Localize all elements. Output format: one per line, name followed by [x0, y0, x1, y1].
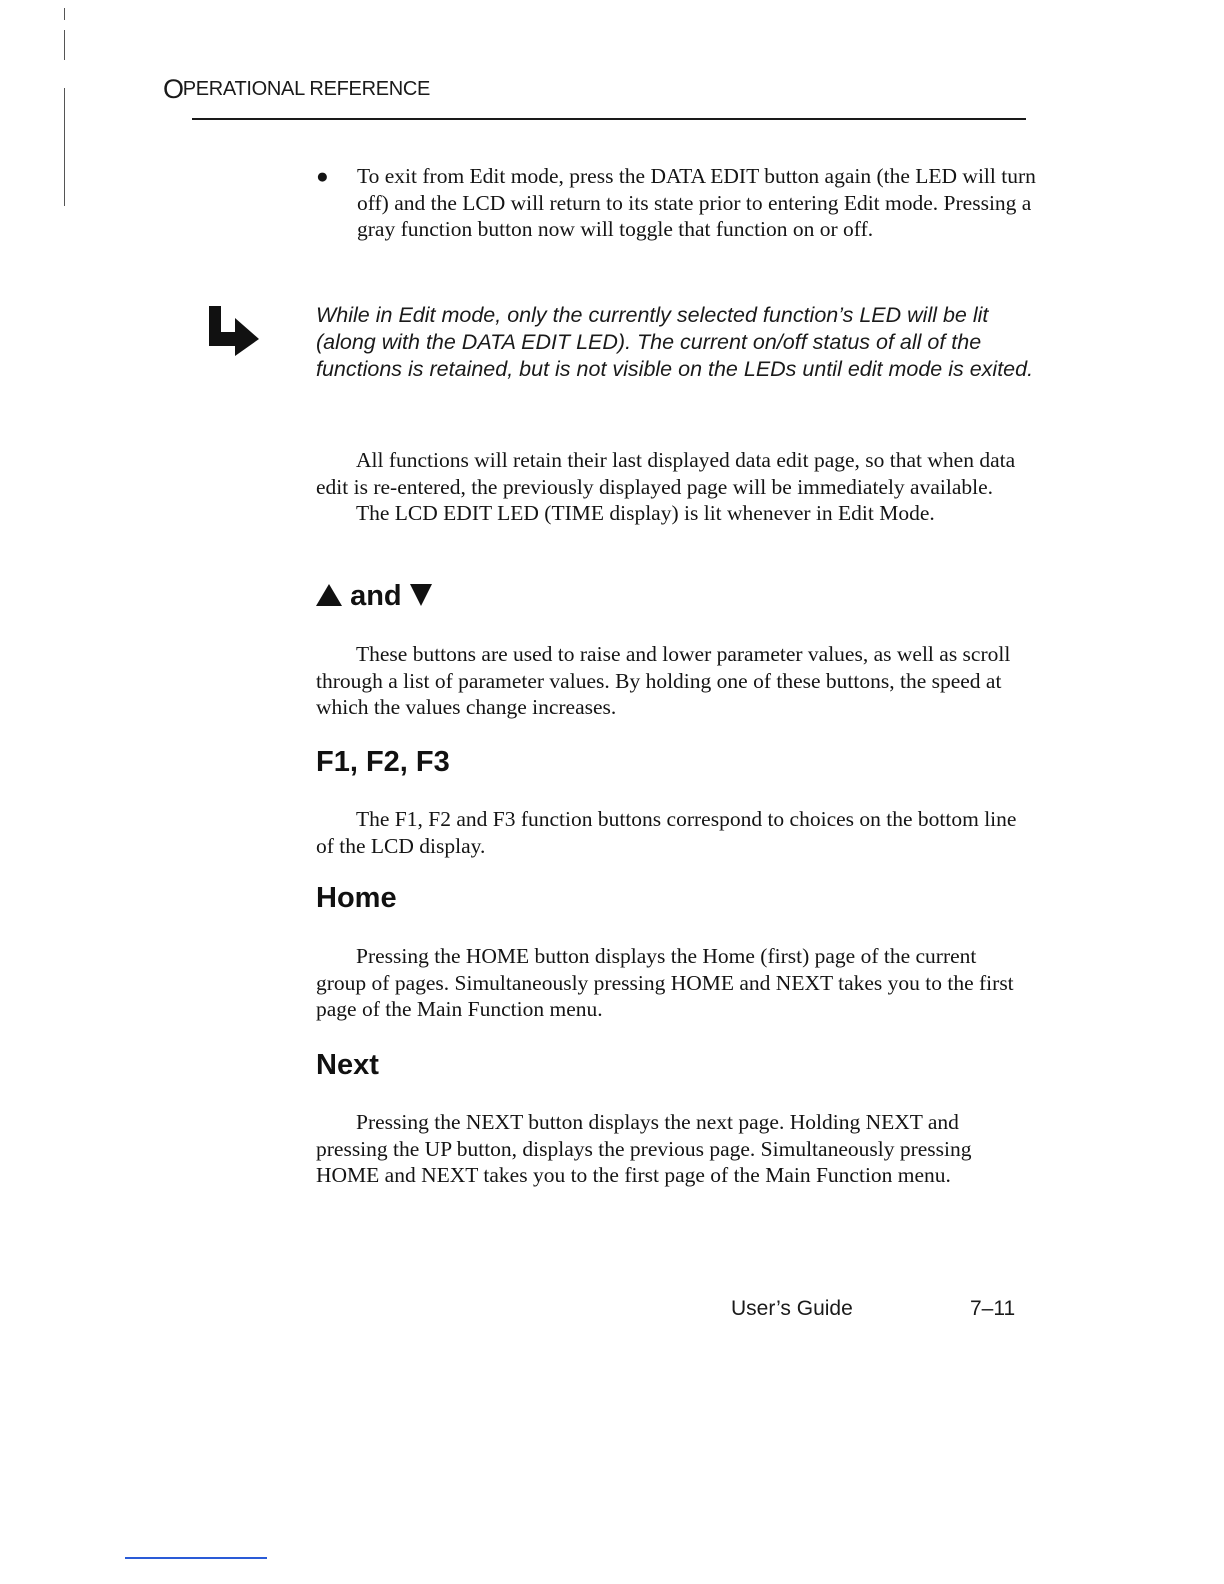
home-body — [316, 943, 1026, 1023]
header-rule — [192, 118, 1026, 120]
heading-home: Home — [316, 882, 397, 914]
f-buttons-body — [316, 806, 1026, 859]
footer-page-number: 7–11 — [970, 1297, 1016, 1320]
header-cap-letter: O — [163, 74, 184, 104]
heading-arrows — [316, 580, 432, 613]
edit-mode-paragraphs — [316, 447, 1026, 527]
edit-paragraph: The LCD EDIT LED (TIME display) is lit whenever in Edit Mode. — [356, 501, 935, 525]
note-text: While in Edit mode, only the currently selected function’s LED will be lit (along with the DATA EDIT LED). The current on/off status of all of the functions is retained, but is not visible on the LEDs until edit mode is exited. — [316, 303, 1034, 381]
home-paragraph: Pressing the HOME button displays the Home (first) page of the current group of pages. Simultaneously pressing HOME and NEXT takes you to the first page of the Main Function menu. — [316, 944, 1014, 1021]
bullet-item — [316, 163, 1036, 243]
heading-f-buttons: F1, F2, F3 — [316, 746, 450, 778]
margin-line-top — [64, 8, 65, 20]
header-section-title: PERATIONAL REFERENCE — [182, 78, 431, 100]
bottom-edge-mark — [125, 1557, 267, 1559]
margin-line-mid — [64, 30, 65, 60]
up-triangle-icon — [316, 584, 342, 606]
next-paragraph: Pressing the NEXT button displays the next page. Holding NEXT and pressing the UP button, displays the previous page. Simultaneously pressing HOME and NEXT takes you to the first page of the Main Function menu. — [316, 1110, 972, 1187]
bullet-text: To exit from Edit mode, press the DATA EDIT button again (the LED will turn off) and the LCD will return to its state prior to entering Edit mode. Pressing a gray function button now will toggle that function on or off. — [357, 164, 1036, 241]
arrow-right-icon — [205, 306, 261, 356]
f-buttons-paragraph: The F1, F2 and F3 function buttons correspond to choices on the bottom line of the LCD display. — [316, 807, 1017, 858]
bullet-dot-icon: ● — [316, 164, 329, 188]
edit-paragraph: All functions will retain their last displayed data edit page, so that when data edit is re-entered, the previously displayed page will be immediately available. — [316, 448, 1016, 499]
heading-arrows-label: and — [350, 580, 402, 612]
down-triangle-icon — [410, 584, 432, 606]
arrows-body — [316, 641, 1026, 721]
footer-guide-label: User’s Guide — [731, 1297, 853, 1320]
running-header — [163, 74, 430, 105]
next-body — [316, 1109, 1026, 1189]
margin-line-main — [64, 88, 65, 206]
heading-next: Next — [316, 1049, 379, 1081]
arrows-paragraph: These buttons are used to raise and lower parameter values, as well as scroll through a list of parameter values. By holding one of these buttons, the speed at which the values change increases. — [316, 642, 1011, 719]
